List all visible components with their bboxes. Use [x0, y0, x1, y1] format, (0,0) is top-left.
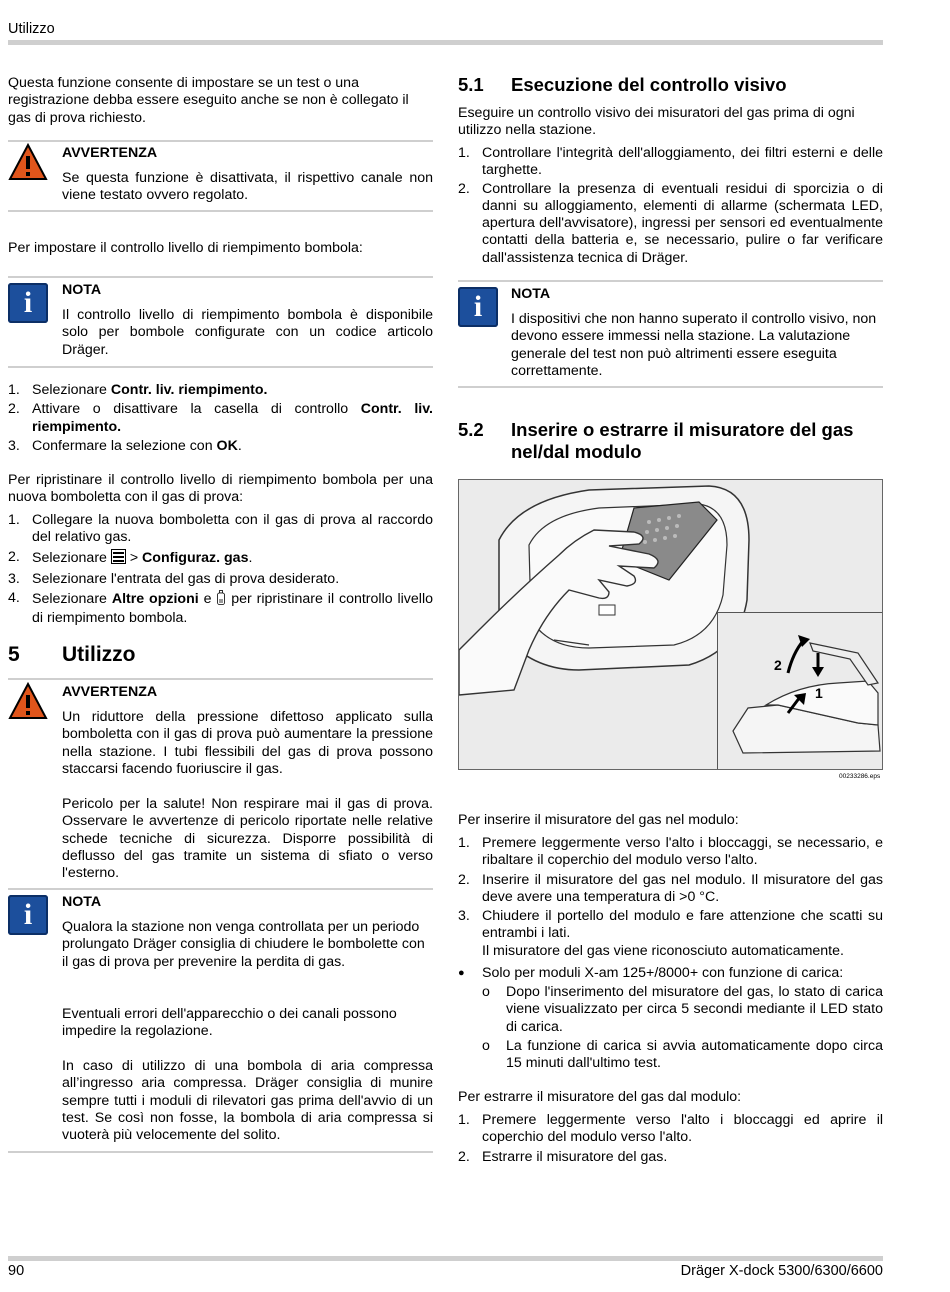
- module-figure: [458, 479, 883, 770]
- warning-title: AVVERTENZA: [62, 145, 158, 161]
- figure-label-1: 1: [815, 685, 823, 701]
- list-item: 3. Chiudere il portello del modulo e fare attenzione che scatti su entrambi i lati. Il misuratore del gas viene riconosciuto automaticamente.: [458, 908, 883, 959]
- warning-triangle-icon: [8, 682, 48, 720]
- insert-steps: [458, 835, 883, 960]
- note-title: NOTA: [62, 282, 102, 298]
- divider: [458, 280, 883, 282]
- chapter-number: 5: [8, 643, 20, 666]
- list-item: 3. Confermare la selezione con OK.: [8, 437, 242, 454]
- divider: [8, 366, 433, 368]
- list-item: 2. Selezionare > Configuraz. gas.: [8, 549, 433, 569]
- divider: [8, 888, 433, 890]
- list-item: 1. Controllare l'integrità dell'alloggiamento, dei filtri esterni e delle targhette.: [458, 145, 883, 179]
- section-title: Esecuzione del controllo visivo: [511, 74, 787, 95]
- running-header: Utilizzo: [8, 21, 55, 37]
- note-title: NOTA: [62, 894, 102, 910]
- intro-paragraph: Questa funzione consente di impostare se un test o una registrazione debba essere eseguito anche se non è collegato il gas di prova richiesto.: [8, 75, 409, 126]
- bullet-list: [458, 965, 883, 982]
- warning-text: Se questa funzione è disattivata, il rispettivo canale non viene testato ovvero regolato.: [62, 170, 433, 204]
- list-item: 3. Selezionare l'entrata del gas di prova desiderato.: [8, 570, 340, 587]
- note-text: Il controllo livello di riempimento bombola è disponibile solo per bombole configurate con un codice articolo Dräger.: [62, 307, 433, 358]
- section-number: 5.2: [458, 419, 484, 440]
- warning-text: Pericolo per la salute! Non respirare mai il gas di prova. Osservare le avvertenze di pericolo riportate nelle relative schede tecniche di sicurezza. Disporre possibilità di deflusso del gas tramite un sistema di sfiato o verso l'esterno.: [62, 796, 433, 882]
- divider: [8, 210, 433, 212]
- list-item: 2. Inserire il misuratore del gas nel modulo. Il misuratore del gas deve avere una temperatura di >0 °C.: [458, 871, 883, 905]
- list-item: 1. Collegare la nuova bomboletta con il gas di prova al raccordo del relativo gas.: [8, 512, 433, 546]
- list-item: 1. Premere leggermente verso l'alto i bloccaggi, se necessario, e ribaltare il coperchio del modulo verso l'alto.: [458, 835, 883, 869]
- page-number: 90: [8, 1263, 25, 1279]
- set-intro: Per impostare il controllo livello di riempimento bombola:: [8, 240, 363, 256]
- list-item: 2. Controllare la presenza di eventuali residui di sporcizia o di danni su alloggiamento, elementi di allarme (schermata LED, apertura dell'avvisatore), ingressi per sensori ed eventualmente contatti della batteria e, se necessario, pulire o far verificare dall'assistenza tecnica di Dräger.: [458, 180, 883, 266]
- warning-text: Un riduttore della pressione difettoso applicato sulla bomboletta con il gas di prova può aumentare la pressione nella stazione. I tubi flessibili del gas di prova possono staccarsi facendo fuoriuscire il gas.: [62, 709, 433, 777]
- note-text: Eventuali errori dell'apparecchio o dei canali possono impedire la regolazione.: [62, 1006, 397, 1040]
- inset-figure: [717, 612, 883, 770]
- note-text: Qualora la stazione non venga controllata per un periodo prolungato Dräger consiglia di chiudere le bombolette con il gas di prova per prevenire la perdita di gas.: [62, 919, 425, 970]
- remove-intro: Per estrarre il misuratore del gas dal modulo:: [458, 1089, 742, 1105]
- divider: [8, 1151, 433, 1153]
- note-text: I dispositivi che non hanno superato il controllo visivo, non devono essere immessi nella stazione. La valutazione generale del test non può altrimenti essere eseguita correttamente.: [511, 311, 877, 379]
- divider: [8, 678, 433, 680]
- list-item: o La funzione di carica si avvia automaticamente dopo circa 15 minuti dall'ultimo test.: [482, 1037, 883, 1072]
- list-item: o Dopo l'inserimento del misuratore del gas, lo stato di carica viene visualizzato per circa 5 secondi mediante il LED stato di carica.: [482, 984, 883, 1035]
- warning-triangle-icon: [8, 143, 48, 181]
- visual-check-steps: [458, 145, 883, 267]
- list-item: 1. Premere leggermente verso l'alto i bloccaggi ed aprire il coperchio del modulo verso l'alto.: [458, 1112, 883, 1146]
- footer-rule: [8, 1256, 883, 1261]
- header-rule: [8, 40, 883, 45]
- warning-title: AVVERTENZA: [62, 684, 158, 700]
- note-title: NOTA: [511, 286, 551, 302]
- section-number: 5.1: [458, 74, 484, 95]
- divider: [8, 140, 433, 142]
- steps-list-1: [8, 382, 433, 455]
- section-title-line2: nel/dal modulo: [511, 441, 642, 462]
- list-item: 1. Selezionare Contr. liv. riempimento.: [8, 382, 268, 398]
- list-item: 4. Selezionare Altre opzioni e per ripristinare il controllo livello di riempimento bombola.: [8, 590, 433, 627]
- divider: [458, 386, 883, 388]
- insert-intro: Per inserire il misuratore del gas nel modulo:: [458, 812, 739, 828]
- chapter-title: Utilizzo: [62, 643, 136, 666]
- note-text: In caso di utilizzo di una bombola di aria compressa all’ingresso aria compressa. Dräger consiglia di munire sempre tutti i moduli di rilevatori gas prima dell'avvio di un test. Se così non fosse, la bombola di aria compressa si vuoterà più velocemente del solito.: [62, 1058, 433, 1144]
- steps-list-2: [8, 512, 433, 628]
- figure-label-2: 2: [774, 657, 782, 673]
- remove-steps: [458, 1112, 883, 1166]
- section-intro: Eseguire un controllo visivo dei misuratori del gas prima di ogni utilizzo nella stazione.: [458, 105, 855, 139]
- divider: [8, 276, 433, 278]
- info-icon: i: [458, 287, 498, 327]
- reset-intro: Per ripristinare il controllo livello di riempimento bombola per una nuova bomboletta con il gas di prova:: [8, 472, 433, 506]
- menu-list-icon: [111, 549, 126, 569]
- product-name: Dräger X-dock 5300/6300/6600: [680, 1263, 883, 1279]
- list-item: ● Solo per moduli X-am 125+/8000+ con funzione di carica:: [458, 965, 844, 981]
- cylinder-icon: [216, 590, 226, 610]
- info-icon: i: [8, 283, 48, 323]
- list-item: 2. Estrarre il misuratore del gas.: [458, 1148, 668, 1165]
- figure-caption: 00233286.eps: [839, 773, 881, 780]
- info-icon: i: [8, 895, 48, 935]
- list-item: 2. Attivare o disattivare la casella di controllo Contr. liv. riempimento.: [8, 401, 433, 435]
- sub-bullet-list: [482, 984, 883, 1072]
- section-title: Inserire o estrarre il misuratore del gas: [511, 419, 854, 440]
